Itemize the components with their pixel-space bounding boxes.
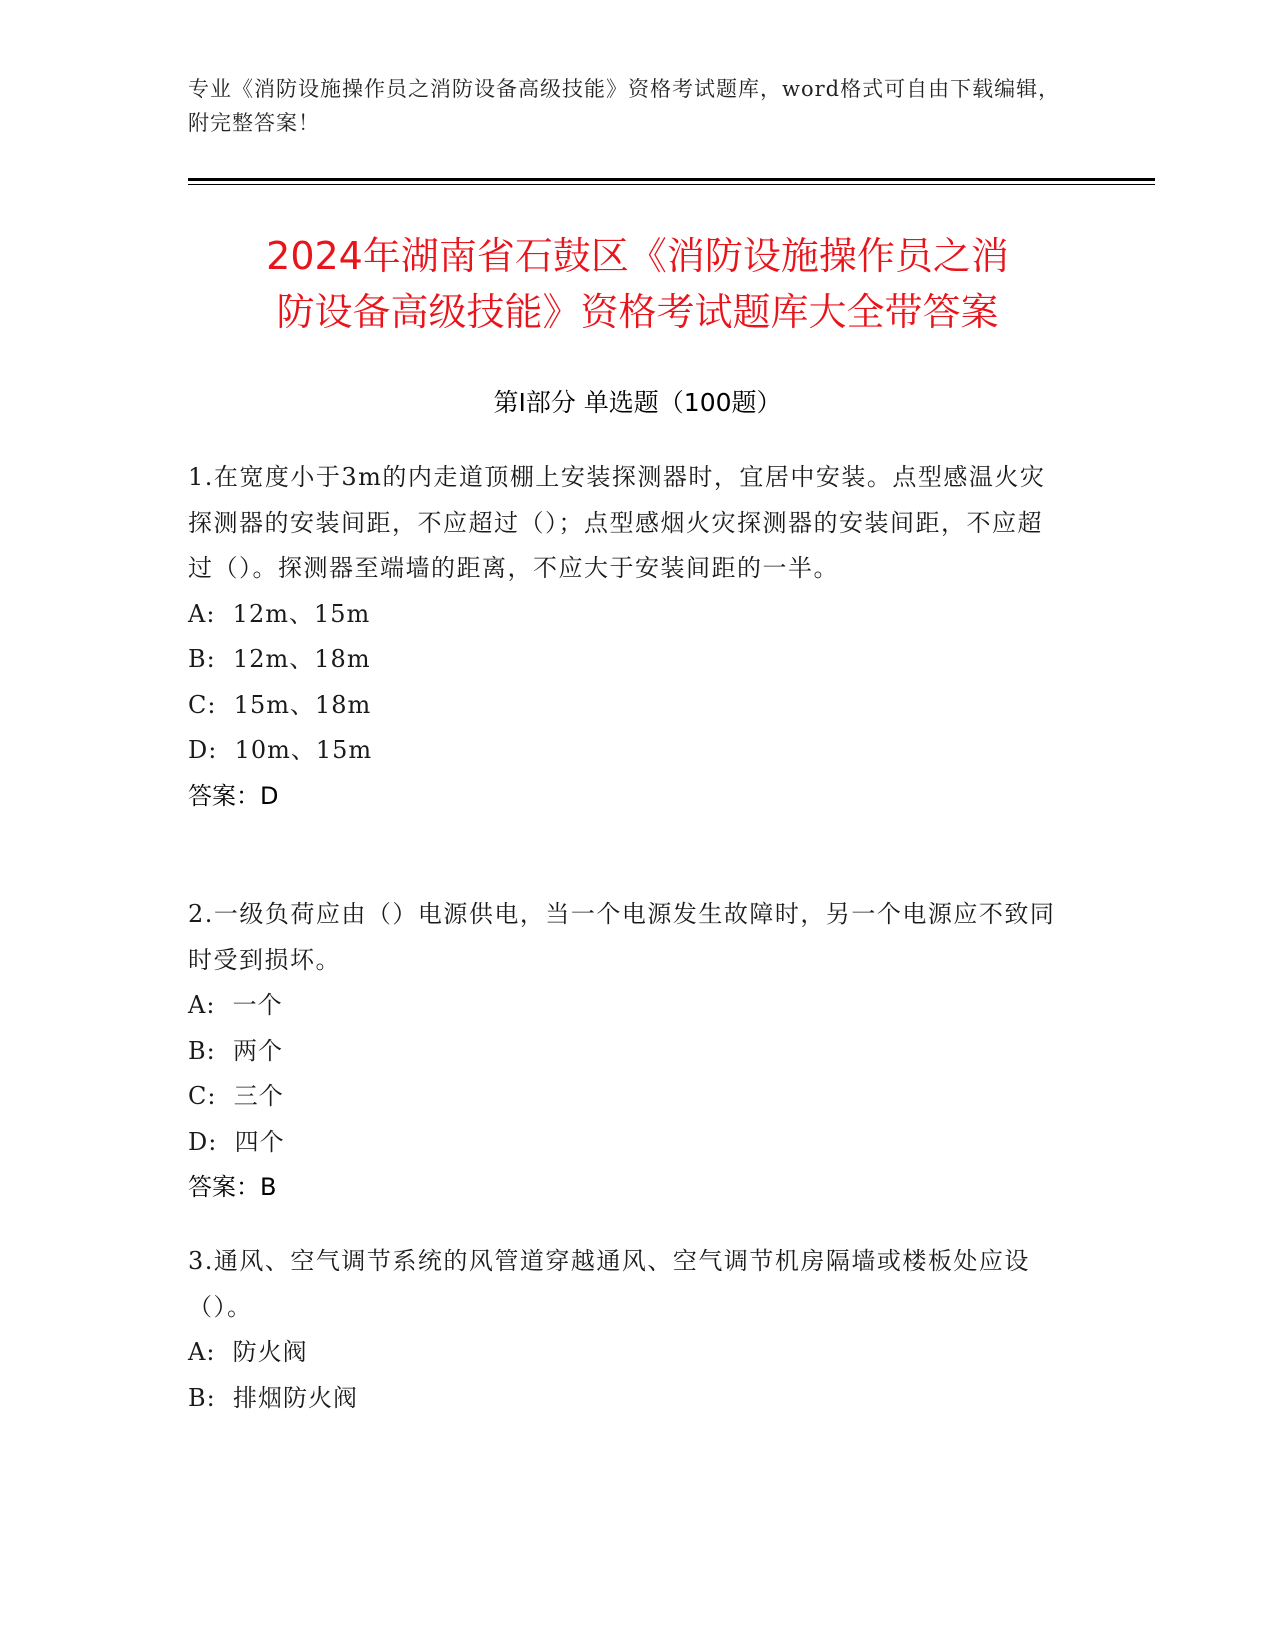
option-c: C: 15m、18m	[188, 690, 372, 719]
question-stem: 3.通风、空气调节系统的风管道穿越通风、空气调节机房隔墙或楼板处应设（）。	[188, 1247, 1030, 1321]
option-b: B: 排烟防火阀	[188, 1383, 358, 1412]
option-b: B: 12m、18m	[188, 645, 371, 673]
option-a: A: 防火阀	[188, 1338, 308, 1366]
section-heading: 第I部分 单选题（100题）	[493, 388, 782, 417]
question-stem: 1.在宽度小于3m的内走道顶棚上安装探测器时，宜居中安装。点型感温火灾探测器的安装间距，不应超过（）；点型感烟火灾探测器的安装间距，不应超过（）。探测器至端墙的距离，不应大于安装间距的一半。	[188, 463, 1046, 582]
header-rule-thick	[188, 178, 1155, 181]
document-title-line1: 2024年湖南省石鼓区《消防设施操作员之消	[266, 234, 1009, 278]
option-d: D: 四个	[188, 1127, 285, 1156]
option-c: C: 三个	[188, 1082, 284, 1110]
option-a: A: 12m、15m	[188, 599, 371, 628]
document-title	[150, 228, 1125, 340]
document-title-line2: 防设备高级技能》资格考试题库大全带答案	[276, 290, 999, 334]
option-d: D: 10m、15m	[188, 736, 373, 764]
question-2	[188, 892, 1068, 1211]
option-b: B: 两个	[188, 1036, 283, 1065]
question-3	[188, 1239, 1068, 1421]
question-1	[188, 455, 1068, 819]
header-note: 专业《消防设施操作员之消防设备高级技能》资格考试题库，word格式可自由下载编辑，附完整答案！	[188, 77, 1061, 135]
header-rule-thin	[188, 184, 1155, 185]
question-stem: 2.一级负荷应由（）电源供电，当一个电源发生故障时，另一个电源应不致同时受到损坏。	[188, 900, 1056, 974]
answer: 答案：B	[188, 1173, 277, 1201]
option-a: A: 一个	[188, 991, 283, 1019]
answer: 答案：D	[188, 781, 279, 810]
